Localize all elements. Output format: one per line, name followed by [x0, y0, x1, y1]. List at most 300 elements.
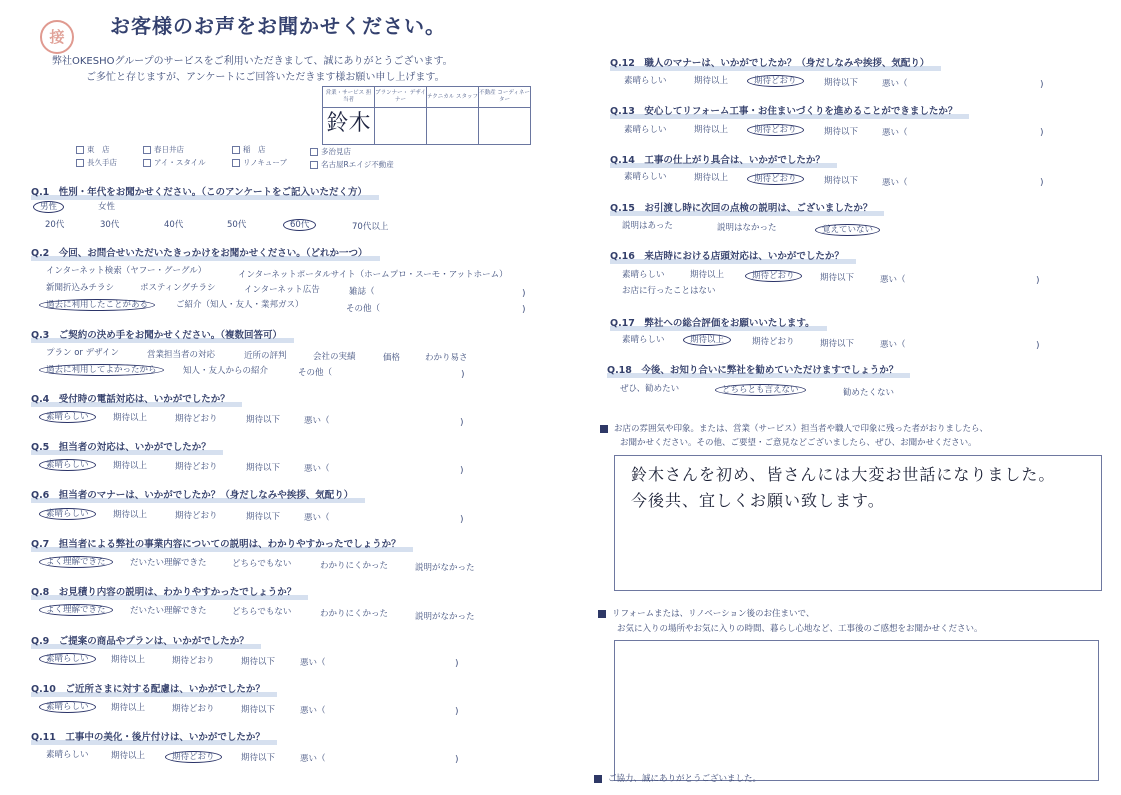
- q3-option[interactable]: [46, 346, 119, 358]
- question-label: Q.15 お引渡し時に次回の点検の説明は、ございましたか？: [610, 203, 873, 214]
- option-label: 近所の評判: [244, 351, 287, 361]
- section-text: お気に入りの場所やお気に入りの時間、暮らし心地など、工事後のご感想をお聞かせください。: [617, 624, 983, 634]
- question-label: Q.2 今回、お問合せいただいたきっかけをお聞かせください。（どれか一つ）: [31, 248, 368, 259]
- option-label: 悪い（: [304, 416, 330, 426]
- q18-option[interactable]: [620, 382, 679, 394]
- option-label: ご紹介（知人・友人・業邦ガス）: [176, 300, 304, 310]
- intro-line-1: 弊社OKESHOグループのサービスをご利用いただきまして、誠にありがとうございます。: [52, 56, 453, 67]
- q13-option[interactable]: [882, 126, 908, 138]
- question-label: Q.3 ご契約の決め手をお聞かせください。（複数回答可）: [31, 330, 283, 341]
- q14-option[interactable]: [694, 171, 728, 183]
- option-label: 説明がなかった: [415, 563, 475, 573]
- question-label: Q.18 今後、お知り合いに弊社を勧めていただけますでしょうか？: [607, 365, 899, 376]
- question-9: [31, 633, 249, 647]
- option-label: ポスティングチラシ: [140, 283, 216, 293]
- option-label: 期待どおり: [745, 270, 802, 282]
- q6-option[interactable]: [246, 510, 280, 522]
- option-label: 素晴らしい: [624, 172, 667, 182]
- paren-close: ): [460, 515, 464, 525]
- q11-option[interactable]: [111, 749, 145, 761]
- paren-close: ): [455, 707, 459, 717]
- q2-option-selected[interactable]: [46, 298, 155, 310]
- question-label: Q.6 担当者のマナーは、いかがでしたか？（身だしなみや挨拶、気配り）: [31, 490, 354, 501]
- option-label: 説明はあった: [622, 221, 673, 231]
- option-label: 悪い（: [300, 754, 326, 764]
- question-13: [610, 103, 957, 117]
- paren-close: ): [455, 755, 459, 765]
- option-label: 会社の実績: [313, 352, 356, 362]
- q5-option[interactable]: [246, 461, 280, 473]
- paren-close: ): [460, 466, 464, 476]
- store-label: 名古屋Rエイジ不動産: [321, 160, 394, 169]
- q1-option-age[interactable]: [164, 218, 183, 230]
- q1-option-age[interactable]: [100, 218, 119, 230]
- q10-option[interactable]: [241, 703, 275, 715]
- option-label: ぜひ、勧めたい: [620, 384, 680, 394]
- question-16: [610, 248, 844, 262]
- paren-close: ): [1040, 178, 1044, 188]
- q15-option[interactable]: [717, 221, 777, 233]
- staff-cell-technical[interactable]: [427, 108, 479, 145]
- q4-option[interactable]: [175, 412, 218, 424]
- q15-option[interactable]: [622, 219, 673, 231]
- question-label: Q.1 性別・年代をお聞かせください。（このアンケートをご記入いただく方）: [31, 187, 367, 198]
- option-label: 期待以上: [694, 125, 729, 135]
- q14-option[interactable]: [882, 176, 908, 188]
- staff-header-sales: 営業・サービス 担当者: [323, 87, 375, 108]
- option-label: 60代: [283, 219, 316, 231]
- store-label: 長久手店: [87, 158, 117, 167]
- question-label: Q.11 工事中の美化・後片付けは、いかがでしたか？: [31, 732, 265, 743]
- option-label: 素晴らしい: [624, 125, 667, 135]
- q4-option[interactable]: [304, 414, 330, 426]
- store-label: 東 店: [87, 145, 110, 154]
- q1-option-male[interactable]: [40, 200, 64, 212]
- q4-option[interactable]: [113, 411, 147, 423]
- option-label: 過去に利用してよかったから: [39, 364, 164, 376]
- paren-close: ): [455, 659, 459, 669]
- q16-option-selected[interactable]: [752, 269, 802, 281]
- q6-option-selected[interactable]: [46, 507, 96, 519]
- checkbox-icon: [76, 146, 84, 154]
- comment-section-heading: [600, 422, 988, 434]
- checkbox-icon: [310, 161, 318, 169]
- question-5: [31, 439, 211, 453]
- q11-option[interactable]: [46, 748, 89, 760]
- q14-option[interactable]: [824, 174, 858, 186]
- paren-close: ): [522, 289, 526, 299]
- option-label: 期待以上: [694, 76, 729, 86]
- q8-option-selected[interactable]: [46, 603, 113, 615]
- option-label: 期待以上: [690, 270, 725, 280]
- handwritten-comment-line-1: 鈴木さんを初め、皆さんには大変お世話になりました。: [631, 465, 1056, 484]
- q14-option[interactable]: [624, 170, 667, 182]
- option-label: 男性: [33, 201, 64, 213]
- q15-option-selected[interactable]: [822, 223, 880, 235]
- option-label: だいたい理解できた: [130, 606, 207, 616]
- checkbox-icon: [232, 159, 240, 167]
- option-label: 期待どおり: [165, 751, 222, 763]
- option-label: 知人・友人からの紹介: [183, 366, 269, 376]
- checkbox-icon: [310, 148, 318, 156]
- question-18: [607, 362, 898, 376]
- option-label: 期待以下: [241, 705, 276, 715]
- q11-option-selected[interactable]: [172, 750, 222, 762]
- option-label: 過去に利用したことがある: [39, 299, 155, 311]
- section-text: お聞かせください。その他、ご要望・ご意見などございましたら、ぜひ、お聞かせください。: [620, 438, 977, 448]
- question-17: [610, 315, 815, 329]
- option-label: その他（: [346, 304, 381, 314]
- q9-option[interactable]: [111, 653, 145, 665]
- paren-close: ): [522, 305, 526, 315]
- square-bullet-icon: [594, 775, 602, 783]
- q7-option[interactable]: [320, 559, 388, 571]
- q9-option-selected[interactable]: [46, 652, 96, 664]
- checkbox-icon: [143, 159, 151, 167]
- q3-option[interactable]: [147, 348, 215, 360]
- option-label: 素晴らしい: [46, 750, 89, 760]
- option-label: 素晴らしい: [624, 76, 667, 86]
- checkbox-icon: [76, 159, 84, 167]
- option-label: インターネット広告: [244, 285, 320, 295]
- q12-option[interactable]: [694, 74, 728, 86]
- checkbox-icon: [143, 146, 151, 154]
- option-label: 悪い（: [300, 706, 326, 716]
- question-6: [31, 487, 353, 501]
- option-label: 営業担当者の対応: [147, 350, 216, 360]
- option-label: 悪い（: [882, 178, 908, 188]
- question-3: [31, 327, 282, 341]
- q16-option[interactable]: [880, 273, 906, 285]
- option-label: 期待以上: [113, 510, 148, 520]
- option-label: 素晴らしい: [622, 335, 665, 345]
- q3-option[interactable]: [183, 364, 268, 376]
- option-label: 期待どおり: [172, 656, 215, 666]
- store-option-renocube[interactable]: [232, 157, 287, 168]
- option-label: 素晴らしい: [39, 653, 96, 665]
- staff-signature-cell[interactable]: [323, 108, 375, 145]
- q12-option[interactable]: [824, 76, 858, 88]
- q13-option[interactable]: [824, 125, 858, 137]
- question-2: [31, 245, 368, 259]
- option-label: 期待以下: [820, 339, 855, 349]
- square-bullet-icon: [600, 425, 608, 433]
- q9-option[interactable]: [300, 656, 326, 668]
- q16-option[interactable]: [690, 268, 724, 280]
- q1-option-age[interactable]: [352, 220, 388, 232]
- staff-header-technical: テクニカル スタッフ: [427, 87, 479, 108]
- square-bullet-icon: [598, 610, 606, 618]
- q2-option-other[interactable]: [346, 302, 380, 314]
- q1-option-age-selected[interactable]: [290, 218, 316, 230]
- option-label: 悪い（: [882, 79, 908, 89]
- q7-option[interactable]: [415, 561, 475, 573]
- option-label: 期待どおり: [747, 75, 804, 87]
- q2-option[interactable]: [176, 298, 304, 310]
- paren-close: ): [1040, 128, 1044, 138]
- question-12: [610, 55, 929, 69]
- q5-option[interactable]: [113, 459, 147, 471]
- option-label: 期待以下: [241, 753, 276, 763]
- section-text: お店の雰囲気や印象。または、営業（サービス）担当者や職人で印象に残った者がおりましたら、: [614, 424, 989, 434]
- question-label: Q.4 受付時の電話対応は、いかがでしたか？: [31, 394, 230, 405]
- option-label: 期待以下: [246, 415, 281, 425]
- store-option-higashi[interactable]: [76, 144, 110, 155]
- paren-close: ): [1036, 341, 1040, 351]
- option-label: 期待どおり: [747, 173, 804, 185]
- option-label: インターネット検索（ヤフー・グーグル）: [46, 266, 207, 276]
- q3-option[interactable]: [383, 351, 400, 363]
- thank-you-footer: [594, 772, 761, 784]
- option-label: 勧めたくない: [843, 388, 895, 398]
- q1-option-age[interactable]: [45, 218, 64, 230]
- comment-section-subheading: [620, 436, 977, 448]
- option-label: 悪い（: [300, 658, 326, 668]
- option-label: 期待以上: [683, 334, 731, 346]
- option-label: 期待以上: [113, 461, 148, 471]
- q5-option[interactable]: [175, 460, 218, 472]
- option-label: 期待以下: [241, 657, 276, 667]
- option-label: 期待以上: [111, 655, 146, 665]
- option-label: だいたい理解できた: [130, 558, 207, 568]
- option-label: 素晴らしい: [39, 411, 96, 423]
- q16-option-never-visited[interactable]: [622, 284, 716, 296]
- q1-option-age[interactable]: [227, 218, 246, 230]
- q17-option[interactable]: [622, 333, 665, 345]
- checkbox-icon: [232, 146, 240, 154]
- staff-header-planner: プランナー・ デザイナー: [375, 87, 427, 108]
- option-label: どちらでもない: [232, 607, 292, 617]
- paren-close: ): [1036, 276, 1040, 286]
- impression-section-heading: [598, 607, 814, 619]
- q13-option-selected[interactable]: [754, 123, 804, 135]
- question-11: [31, 729, 265, 743]
- q3-option[interactable]: [244, 349, 287, 361]
- option-label: 期待以上: [111, 751, 146, 761]
- q6-option[interactable]: [113, 508, 147, 520]
- option-label: お店に行ったことはない: [622, 286, 716, 296]
- q8-option[interactable]: [232, 605, 291, 617]
- option-label: 期待以下: [820, 273, 855, 283]
- option-label: 期待以下: [824, 127, 859, 137]
- store-label: 稲 店: [243, 145, 266, 154]
- store-label: 多治見店: [321, 147, 351, 156]
- option-label: わかりにくかった: [320, 561, 389, 571]
- question-label: Q.12 職人のマナーは、いかがでしたか？（身だしなみや挨拶、気配り）: [610, 58, 930, 69]
- q9-option[interactable]: [241, 655, 275, 667]
- paren-close: ): [460, 418, 464, 428]
- store-option-nagoya-rage[interactable]: [310, 159, 394, 170]
- impression-section-subheading: [617, 622, 983, 634]
- q10-option[interactable]: [111, 701, 145, 713]
- option-label: 期待どおり: [172, 704, 215, 714]
- q2-option[interactable]: [244, 283, 320, 295]
- question-10: [31, 681, 265, 695]
- comment-textbox[interactable]: [614, 455, 1102, 591]
- staff-cell-realestate[interactable]: [479, 108, 531, 145]
- question-label: Q.17 弊社への総合評価をお願いいたします。: [610, 318, 815, 329]
- option-label: 期待以下: [246, 512, 281, 522]
- q16-option[interactable]: [820, 271, 854, 283]
- question-label: Q.7 担当者による弊社の事業内容についての説明は、わかりやすかったでしょうか？: [31, 539, 401, 550]
- q8-option[interactable]: [130, 604, 207, 616]
- option-label: 50代: [227, 220, 247, 230]
- option-label: 価格: [383, 353, 401, 363]
- q3-option[interactable]: [313, 350, 356, 362]
- option-label: 期待以下: [824, 176, 859, 186]
- q4-option-selected[interactable]: [46, 410, 96, 422]
- option-label: わかり易さ: [425, 353, 468, 363]
- option-label: 期待どおり: [175, 414, 218, 424]
- q17-option[interactable]: [820, 337, 854, 349]
- q4-option[interactable]: [246, 413, 280, 425]
- q5-option-selected[interactable]: [46, 458, 96, 470]
- q3-option-selected[interactable]: [46, 363, 164, 375]
- footer-text: ご協力、誠にありがとうございました。: [608, 774, 762, 784]
- option-label: どちらとも言えない: [715, 384, 806, 396]
- option-label: 期待どおり: [175, 511, 218, 521]
- question-15: [610, 200, 872, 214]
- q17-option[interactable]: [880, 338, 906, 350]
- question-label: Q.10 ご近所さまに対する配慮は、いかがでしたか？: [31, 684, 265, 695]
- option-label: よく理解できた: [39, 604, 113, 616]
- option-label: インターネットポータルサイト（ホームプロ・スーモ・アットホーム）: [238, 270, 508, 280]
- option-label: 説明はなかった: [717, 223, 777, 233]
- option-label: 素晴らしい: [622, 270, 665, 280]
- option-label: 40代: [164, 220, 184, 230]
- q3-option-other[interactable]: [298, 366, 332, 378]
- option-label: プラン or デザイン: [46, 348, 120, 358]
- q2-option[interactable]: [140, 281, 215, 293]
- option-label: 雑誌（: [349, 287, 375, 297]
- page-title: お客様のお声をお聞かせください。: [110, 14, 446, 38]
- q12-option-selected[interactable]: [754, 74, 804, 86]
- company-seal-stamp: 接: [40, 20, 74, 54]
- option-label: 悪い（: [304, 464, 330, 474]
- q14-option-selected[interactable]: [754, 172, 804, 184]
- q6-option[interactable]: [175, 509, 218, 521]
- q11-option[interactable]: [241, 751, 275, 763]
- q2-option-magazine[interactable]: [349, 285, 375, 297]
- option-label: 説明がなかった: [415, 612, 475, 622]
- option-label: 20代: [45, 220, 65, 230]
- q7-option[interactable]: [232, 557, 291, 569]
- q2-option[interactable]: [46, 281, 114, 293]
- option-label: 覚えていない: [815, 224, 880, 236]
- option-label: 女性: [98, 202, 116, 212]
- q11-option[interactable]: [300, 752, 326, 764]
- question-label: Q.13 安心してリフォーム工事・お住まいづくりを進めることができましたか？: [610, 106, 958, 117]
- store-option-nagakute[interactable]: [76, 157, 117, 168]
- option-label: 期待以下: [246, 463, 281, 473]
- staff-cell-planner[interactable]: [375, 108, 427, 145]
- option-label: よく理解できた: [39, 556, 113, 568]
- option-label: 悪い（: [880, 340, 906, 350]
- q18-option[interactable]: [843, 386, 894, 398]
- q7-option[interactable]: [130, 556, 207, 568]
- option-label: わかりにくかった: [320, 609, 389, 619]
- option-label: 悪い（: [304, 513, 330, 523]
- option-label: 期待以上: [113, 413, 148, 423]
- q16-option[interactable]: [622, 268, 665, 280]
- q13-option[interactable]: [694, 123, 728, 135]
- option-label: 期待どおり: [747, 124, 804, 136]
- q12-option[interactable]: [624, 74, 667, 86]
- option-label: 期待以下: [824, 78, 859, 88]
- option-label: 期待以上: [694, 173, 729, 183]
- question-1: [31, 184, 367, 198]
- q17-option-selected[interactable]: [690, 333, 731, 345]
- question-label: Q.9 ご提案の商品やプランは、いかがでしたか？: [31, 636, 249, 647]
- impression-textbox[interactable]: [614, 640, 1099, 781]
- store-option-ina[interactable]: [232, 144, 266, 155]
- store-option-tajimi[interactable]: [310, 146, 351, 157]
- option-label: 30代: [100, 220, 120, 230]
- q2-option[interactable]: [238, 268, 508, 280]
- paren-close: ): [1040, 80, 1044, 90]
- q18-option-selected[interactable]: [722, 383, 806, 395]
- option-label: その他（: [298, 368, 333, 378]
- store-option-kasugai[interactable]: [143, 144, 184, 155]
- q9-option[interactable]: [172, 654, 215, 666]
- q10-option[interactable]: [300, 704, 326, 716]
- option-label: 悪い（: [882, 128, 908, 138]
- section-text: リフォームまたは、リノベーション後のお住まいで、: [612, 609, 815, 619]
- q6-option[interactable]: [304, 511, 330, 523]
- staff-header-realestate: 不動産 コーディネーター: [479, 87, 531, 108]
- store-label: 春日井店: [154, 145, 184, 154]
- staff-table: [322, 86, 531, 145]
- staff-signature: 鈴木: [326, 110, 371, 136]
- q8-option[interactable]: [320, 607, 388, 619]
- option-label: 期待以上: [111, 703, 146, 713]
- q17-option[interactable]: [752, 335, 795, 347]
- q2-option[interactable]: [46, 264, 206, 276]
- question-label: Q.8 お見積り内容の説明は、わかりやすかったでしょうか？: [31, 587, 297, 598]
- store-label: リノキューブ: [243, 158, 288, 167]
- q8-option[interactable]: [415, 610, 475, 622]
- option-label: 70代以上: [352, 222, 389, 232]
- question-label: Q.14 工事の仕上がり具合は、いかがでしたか？: [610, 155, 825, 166]
- q1-option-female[interactable]: [98, 200, 115, 212]
- q10-option[interactable]: [172, 702, 215, 714]
- store-option-istyle[interactable]: [143, 157, 206, 168]
- option-label: 素晴らしい: [39, 508, 96, 520]
- handwritten-comment-line-2: 今後共、宜しくお願い致します。: [631, 491, 885, 510]
- question-14: [610, 152, 825, 166]
- q13-option[interactable]: [624, 123, 667, 135]
- question-4: [31, 391, 230, 405]
- paren-close: ): [461, 370, 465, 380]
- q5-option[interactable]: [304, 462, 330, 474]
- question-label: Q.5 担当者の対応は、いかがでしたか？: [31, 442, 211, 453]
- option-label: 素晴らしい: [39, 701, 96, 713]
- option-label: どちらでもない: [232, 559, 292, 569]
- question-8: [31, 584, 296, 598]
- option-label: 素晴らしい: [39, 459, 96, 471]
- q3-option[interactable]: [425, 351, 468, 363]
- q10-option-selected[interactable]: [46, 700, 96, 712]
- store-label: アイ・スタイル: [154, 158, 206, 167]
- option-label: 新聞折込みチラシ: [46, 283, 115, 293]
- option-label: 期待どおり: [752, 337, 795, 347]
- intro-line-2: ご多忙と存じますが、アンケートにご回答いただきます様お願い申し上げます。: [86, 72, 445, 83]
- q7-option-selected[interactable]: [46, 555, 113, 567]
- question-label: Q.16 来店時における店頭対応は、いかがでしたか？: [610, 251, 844, 262]
- q12-option[interactable]: [882, 77, 908, 89]
- question-7: [31, 536, 401, 550]
- option-label: 期待どおり: [175, 462, 218, 472]
